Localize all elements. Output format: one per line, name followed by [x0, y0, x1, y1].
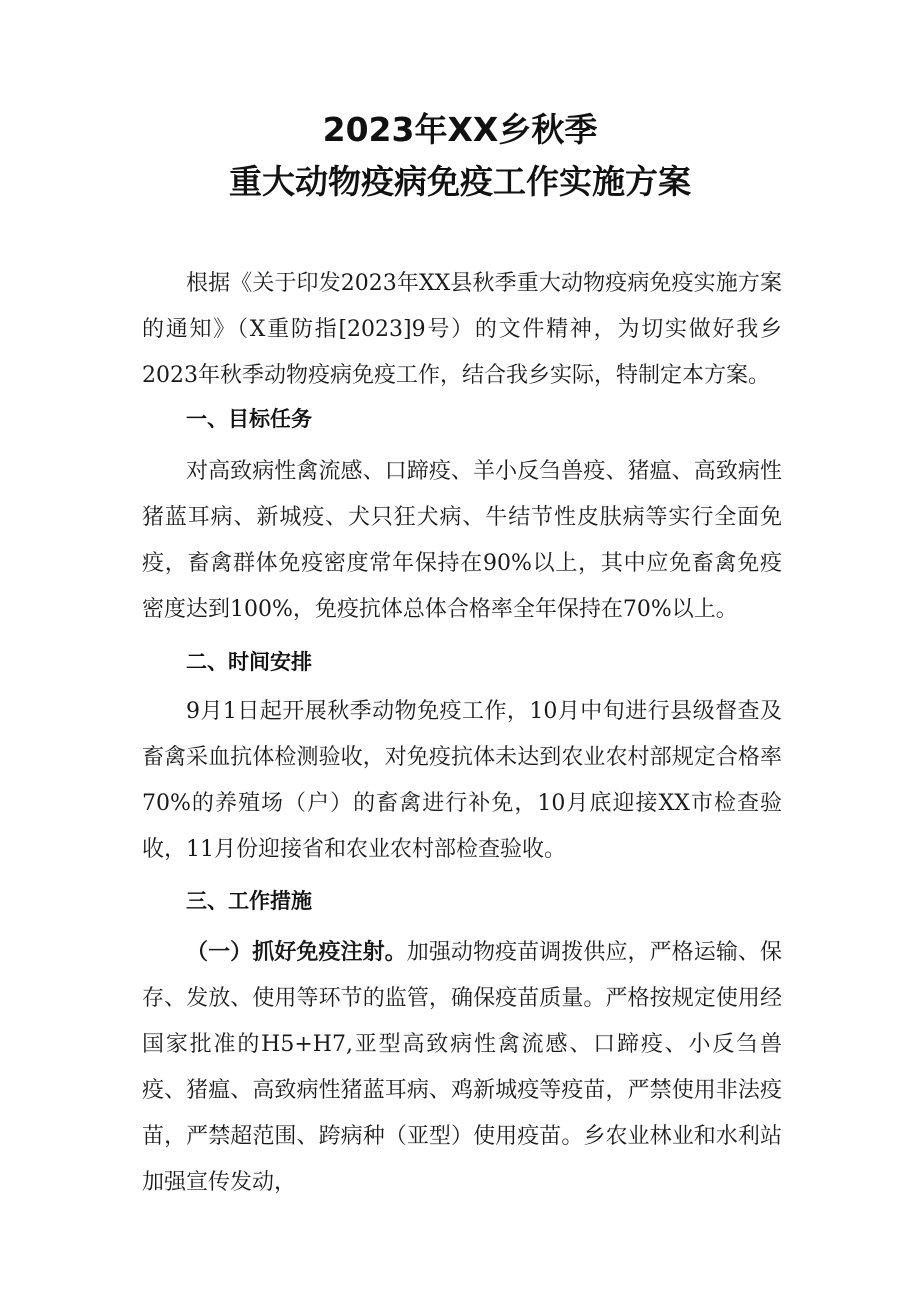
intro-paragraph: 根据《关于印发2023年XX县秋季重大动物疫病免疫实施方案的通知》（X重防指[2023]9号）的文件精神，为切实做好我乡2023年秋季动物疫病免疫工作，结合我乡实际，特制定本方案。: [142, 271, 782, 388]
section-paragraph-schedule: 9月1日起开展秋季动物免疫工作，10月中旬进行县级督查及畜禽采血抗体检测验收，对免疫抗体未达到农业农村部规定合格率70%的养殖场（户）的畜禽进行补免，10月底迎接XX市检查验收，11月份迎接省和农业农村部检查验收。: [142, 699, 782, 862]
section-heading-measures: 三、工作措施: [186, 889, 312, 913]
subsection-text-vaccination: 加强动物疫苗调拨供应，严格运输、保存、发放、使用等环节的监管，确保疫苗质量。严格按规定使用经国家批准的H5+H7,亚型高致病性禽流感、口蹄疫、小反刍兽疫、猪瘟、高致病性猪蓝耳病、鸡新城疫等疫苗，严禁使用非法疫苗，严禁超范围、跨病种（亚型）使用疫苗。乡农业林业和水利站加强宣传发动，: [142, 940, 782, 1195]
section-heading-schedule: 二、时间安排: [186, 650, 312, 674]
section-paragraph-measures: [142, 930, 782, 1206]
section-paragraph-targets: 对高致病性禽流感、口蹄疫、羊小反刍兽疫、猪瘟、高致病性猪蓝耳病、新城疫、犬只狂犬病、牛结节性皮肤病等实行全面免疫，畜禽群体免疫密度常年保持在90%以上，其中应免畜禽免疫密度达到100%，免疫抗体总体合格率全年保持在70%以上。: [142, 459, 782, 622]
subsection-lead-vaccination: （一）抓好免疫注射。: [186, 940, 407, 965]
section-heading-targets: 一、目标任务: [186, 407, 312, 431]
document-title-line-1: 2023年XX乡秋季: [322, 110, 598, 149]
document-title-line-2: 重大动物疫病免疫工作实施方案: [229, 162, 691, 201]
